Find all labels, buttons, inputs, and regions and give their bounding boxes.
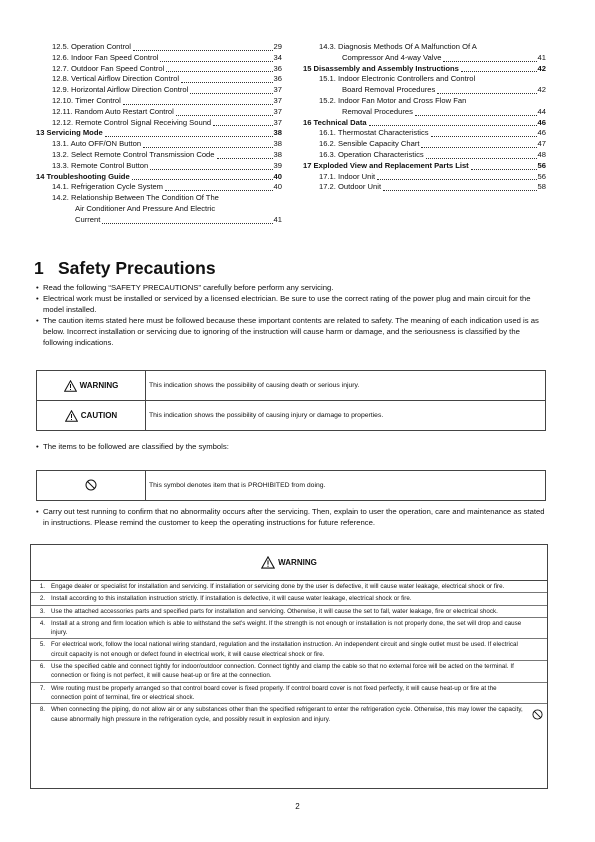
toc-leader bbox=[190, 92, 272, 94]
warning-list-title: WARNING bbox=[278, 558, 317, 567]
toc-right-column bbox=[303, 42, 546, 193]
toc-leader bbox=[102, 222, 272, 224]
symbols-bullet bbox=[36, 441, 550, 452]
warning-item-text: Use the specified cable and connect tightly for indoor/outdoor connection. Connect tightly and clamp the cable so that no external force will be acted on the terminal. If connection or fixing is not perfect, it will cause heat-up or fire at the connection. bbox=[51, 663, 514, 680]
warning-rows bbox=[31, 581, 547, 725]
toc-leader bbox=[421, 146, 536, 148]
toc-entry-title: 12.12. Remote Control Signal Receiving Sound bbox=[52, 117, 212, 127]
indication-row-caution bbox=[37, 401, 546, 431]
warning-item bbox=[31, 704, 547, 725]
toc-entry-title: 14.1. Refrigeration Cycle System bbox=[52, 182, 163, 192]
toc-entry[interactable] bbox=[36, 193, 282, 204]
toc-entry[interactable] bbox=[36, 215, 282, 226]
toc-entry[interactable] bbox=[36, 161, 282, 172]
indication-description: This indication shows the possibility of causing injury or damage to properties. bbox=[146, 401, 546, 431]
toc-entry-title: 13 Servicing Mode bbox=[36, 128, 103, 138]
toc-entry-title: 12.9. Horizontal Airflow Direction Control bbox=[52, 85, 189, 95]
indication-label: CAUTION bbox=[80, 410, 118, 420]
toc-leader bbox=[369, 124, 537, 126]
prohibited-icon bbox=[85, 479, 97, 491]
toc-entry-title: Current bbox=[75, 214, 101, 224]
warning-item-symbol bbox=[527, 606, 547, 617]
warning-item-text: For electrical work, follow the local national wiring standard, regulation and the installation instruction. An independent circuit and single outlet must be used. If electrical circuit capacity is not enough or defect found in electrical work, it will cause electrical shock or fire. bbox=[51, 641, 518, 658]
indication-symbol bbox=[37, 371, 146, 401]
toc-entry-title: Board Removal Procedures bbox=[342, 85, 436, 95]
toc-entry-page: 41 bbox=[537, 52, 546, 62]
warning-item-symbol bbox=[527, 618, 547, 639]
toc-entry-title: 17.2. Outdoor Unit bbox=[319, 182, 382, 192]
indication-symbol bbox=[37, 401, 146, 431]
toc-leader bbox=[150, 168, 272, 170]
toc-leader bbox=[426, 157, 537, 159]
toc-entry-page: 56 bbox=[537, 160, 546, 170]
toc-entry-page: 37 bbox=[273, 85, 282, 95]
toc-entry[interactable] bbox=[303, 182, 546, 193]
symbol-description: This symbol denotes item that is PROHIBITED from doing. bbox=[146, 471, 546, 501]
toc-entry-title: Air Conditioner And Pressure And Electric bbox=[75, 203, 216, 213]
toc-leader bbox=[123, 103, 273, 105]
warning-item bbox=[31, 606, 547, 618]
toc-entry-page: 37 bbox=[273, 106, 282, 116]
toc-leader bbox=[133, 49, 273, 51]
toc-entry-page: 48 bbox=[537, 149, 546, 159]
warning-triangle-icon bbox=[261, 556, 275, 569]
toc-entry-title: 16.3. Operation Characteristics bbox=[319, 149, 424, 159]
toc-entry[interactable] bbox=[36, 96, 282, 107]
warning-item-symbol bbox=[527, 639, 547, 660]
warning-item-symbol bbox=[527, 683, 547, 704]
toc-entry[interactable] bbox=[36, 118, 282, 129]
toc-entry-page: 36 bbox=[273, 74, 282, 84]
warning-item-number: 7. bbox=[39, 684, 45, 692]
warning-item-number: 5. bbox=[39, 641, 45, 649]
toc-entry-page: 40 bbox=[273, 182, 282, 192]
toc-entry-page: 56 bbox=[537, 171, 546, 181]
symbol-table bbox=[36, 470, 546, 501]
toc-entry-title: 15.1. Indoor Electronic Controllers and Control bbox=[319, 74, 476, 84]
toc-leader bbox=[143, 146, 272, 148]
bullet-item: • Carry out test running to confirm that no abnormality occurs after the servicing. Then, explain to user the operation, care and maintenance as stated in instructions. Please remind the customer to keep the operating instructions for future reference. bbox=[36, 506, 550, 528]
indication-label: WARNING bbox=[79, 380, 119, 390]
toc-leader bbox=[383, 189, 536, 191]
toc-entry[interactable] bbox=[36, 74, 282, 85]
warning-item bbox=[31, 581, 547, 593]
warning-item-text: Use the attached accessories parts and specified parts for installation and servicing. Otherwise, it will cause the set to fall, water leakage, fire or electrical shock. bbox=[51, 607, 498, 615]
indication-table bbox=[36, 370, 546, 431]
toc-entry[interactable] bbox=[36, 128, 282, 139]
toc-entry-page: 29 bbox=[273, 42, 282, 51]
toc-leader bbox=[132, 178, 273, 180]
toc-entry[interactable] bbox=[303, 42, 546, 53]
toc-entry-title: 12.11. Random Auto Restart Control bbox=[52, 106, 174, 116]
toc-entry-page: 37 bbox=[273, 117, 282, 127]
toc-entry-page: 58 bbox=[537, 182, 546, 192]
toc-entry-title: 14 Troubleshooting Guide bbox=[36, 171, 130, 181]
warning-item bbox=[31, 593, 547, 605]
toc-entry[interactable] bbox=[303, 139, 546, 150]
toc-entry[interactable] bbox=[303, 107, 546, 118]
toc-entry[interactable] bbox=[303, 161, 546, 172]
toc-leader bbox=[166, 70, 272, 72]
warning-item-text: Wire routing must be properly arranged so that control board cover is fixed properly. If control board cover is not fixed perfectly, it will cause heat-up or fire at the connection point of terminal, fire or electrical shock. bbox=[51, 684, 497, 701]
toc-entry[interactable] bbox=[303, 64, 546, 75]
toc-leader bbox=[181, 81, 273, 83]
warning-item-symbol bbox=[527, 581, 547, 592]
toc-entry[interactable] bbox=[36, 85, 282, 96]
toc-entry-page: 36 bbox=[273, 63, 282, 73]
toc-entry[interactable] bbox=[36, 53, 282, 64]
toc-entry-page: 38 bbox=[273, 128, 282, 138]
warning-item-number: 6. bbox=[39, 663, 45, 671]
toc-entry-title: 12.6. Indoor Fan Speed Control bbox=[52, 52, 159, 62]
toc-entry-page: 42 bbox=[537, 63, 546, 73]
bullet-item: • Electrical work must be installed or serviced by a licensed electrician. Be sure to use the correct rating of the power plug and main circuit for the model installed. bbox=[36, 293, 550, 315]
warning-item-number: 3. bbox=[39, 607, 45, 615]
test-run-bullet bbox=[36, 506, 550, 528]
symbol-row-prohibited bbox=[37, 471, 546, 501]
toc-entry-title: 12.7. Outdoor Fan Speed Control bbox=[52, 63, 165, 73]
toc-entry-title: 13.3. Remote Control Button bbox=[52, 160, 149, 170]
indication-row-warning bbox=[37, 371, 546, 401]
toc-entry-page: 41 bbox=[273, 214, 282, 224]
toc-entry-title: 12.8. Vertical Airflow Direction Control bbox=[52, 74, 180, 84]
toc-leader bbox=[471, 168, 537, 170]
toc-entry-title: Removal Procedures bbox=[342, 106, 413, 116]
toc-leader bbox=[160, 60, 272, 62]
section-title: Safety Precautions bbox=[58, 258, 216, 278]
warning-item bbox=[31, 618, 547, 640]
warning-item-symbol bbox=[527, 704, 547, 725]
bullet-item: • Read the following “SAFETY PRECAUTIONS” carefully before perform any servicing. bbox=[36, 282, 550, 293]
warning-item-number: 1. bbox=[39, 583, 45, 590]
toc-entry-page: 38 bbox=[273, 149, 282, 159]
warning-item bbox=[31, 661, 547, 683]
toc-entry-title: 15.2. Indoor Fan Motor and Cross Flow Fan bbox=[319, 95, 467, 105]
toc-entry-title: 14.3. Diagnosis Methods Of A Malfunction Of A bbox=[319, 42, 477, 51]
toc-entry-page: 46 bbox=[537, 128, 546, 138]
toc-entry-title: 14.2. Relationship Between The Condition Of The bbox=[52, 193, 219, 203]
toc-leader bbox=[213, 124, 272, 126]
toc-entry[interactable] bbox=[36, 64, 282, 75]
toc-entry-page: 47 bbox=[537, 139, 546, 149]
warning-list-box bbox=[30, 544, 548, 789]
toc-entry-page: 46 bbox=[537, 117, 546, 127]
warning-item-number: 8. bbox=[39, 706, 45, 714]
toc-entry[interactable] bbox=[303, 118, 546, 129]
toc-entry[interactable] bbox=[303, 53, 546, 64]
toc-entry-title: 16.2. Sensible Capacity Chart bbox=[319, 139, 420, 149]
toc-entry-title: Compressor And 4-way Valve bbox=[342, 52, 442, 62]
toc-entry-title: 13.2. Select Remote Control Transmission Code bbox=[52, 149, 215, 159]
toc-entry[interactable] bbox=[303, 128, 546, 139]
warning-item-number: 4. bbox=[39, 619, 45, 627]
toc-entry-title: 17 Exploded View and Replacement Parts List bbox=[303, 160, 469, 170]
toc-leader bbox=[443, 60, 536, 62]
toc-leader bbox=[415, 114, 537, 116]
toc-entry[interactable] bbox=[36, 172, 282, 183]
toc-entry[interactable] bbox=[36, 204, 282, 215]
toc-entry[interactable] bbox=[303, 74, 546, 85]
toc-entry[interactable] bbox=[36, 182, 282, 193]
toc-leader bbox=[431, 135, 537, 137]
toc-entry-title: 16 Technical Data bbox=[303, 117, 367, 127]
toc-entry[interactable] bbox=[36, 107, 282, 118]
toc-entry-title: 12.5. Operation Control bbox=[52, 42, 131, 51]
warning-item bbox=[31, 683, 547, 705]
toc-entry-title: 17.1. Indoor Unit bbox=[319, 171, 376, 181]
warning-item bbox=[31, 639, 547, 661]
warning-list-heading bbox=[31, 545, 547, 581]
toc-entry-page: 42 bbox=[537, 85, 546, 95]
toc-left-column bbox=[36, 42, 282, 226]
toc-entry-title: 12.10. Timer Control bbox=[52, 95, 121, 105]
toc-entry-page: 37 bbox=[273, 95, 282, 105]
toc-entry[interactable] bbox=[303, 150, 546, 161]
toc-entry-page: 34 bbox=[273, 52, 282, 62]
warning-item-text: When connecting the piping, do not allow air or any substances other than the specified refrigerant to enter the refrigeration cycle. Otherwise, this may lower the capacity, cause abnormally high pressure in the refrigeration cycle, and possibly result in explosion and injury. bbox=[51, 706, 523, 723]
toc-entry[interactable] bbox=[303, 172, 546, 183]
toc-entry[interactable] bbox=[36, 150, 282, 161]
toc-entry-title: 13.1. Auto OFF/ON Button bbox=[52, 139, 142, 149]
toc-entry-title: 15 Disassembly and Assembly Instructions bbox=[303, 63, 459, 73]
toc-leader bbox=[217, 157, 273, 159]
toc-entry[interactable] bbox=[36, 42, 282, 53]
warning-triangle-icon bbox=[65, 410, 78, 422]
toc-entry[interactable] bbox=[303, 85, 546, 96]
warning-item-text: Install according to this installation instruction strictly. If installation is defective, it will cause water leakage, electrical shock or fire. bbox=[51, 595, 412, 603]
toc-entry-title: 16.1. Thermostat Characteristics bbox=[319, 128, 429, 138]
toc-entry-page: 38 bbox=[273, 139, 282, 149]
section-number: 1 bbox=[34, 258, 44, 278]
toc-leader bbox=[437, 92, 536, 94]
toc-leader bbox=[461, 70, 537, 72]
bullet-item: • The items to be followed are classified by the symbols: bbox=[36, 441, 550, 452]
intro-bullets bbox=[36, 282, 550, 348]
warning-item-symbol bbox=[527, 593, 547, 604]
toc-leader bbox=[165, 189, 273, 191]
warning-item-text: Engage dealer or specialist for installation and servicing. If installation or servicing done by the user is defective, it will cause water leakage, electrical shock or fire. bbox=[51, 583, 505, 590]
indication-description: This indication shows the possibility of causing death or serious injury. bbox=[146, 371, 546, 401]
symbol-cell bbox=[37, 471, 146, 501]
toc-leader bbox=[377, 178, 536, 180]
toc-entry[interactable] bbox=[303, 96, 546, 107]
toc-entry-page: 44 bbox=[537, 106, 546, 116]
prohibited-icon bbox=[532, 709, 543, 720]
warning-item-text: Install at a strong and firm location which is able to withstand the set's weight. If the strength is not enough or installation is not properly done, the set will drop and cause injury. bbox=[51, 619, 522, 637]
warning-item-number: 2. bbox=[39, 595, 45, 603]
toc-leader bbox=[105, 135, 273, 137]
warning-triangle-icon bbox=[64, 380, 77, 392]
toc-leader bbox=[176, 114, 273, 116]
toc-entry-page: 40 bbox=[273, 171, 282, 181]
page-number: 2 bbox=[295, 802, 300, 811]
toc-entry[interactable] bbox=[36, 139, 282, 150]
warning-item-symbol bbox=[527, 661, 547, 682]
toc-entry-page: 39 bbox=[273, 160, 282, 170]
section-heading bbox=[34, 258, 216, 279]
bullet-item: • The caution items stated here must be followed because these important contents are related to safety. The meaning of each indication used is as below. Incorrect installation or servicing due to ignoring of the instruction will cause harm or damage, and the seriousness is classified by the following indications. bbox=[36, 315, 550, 348]
